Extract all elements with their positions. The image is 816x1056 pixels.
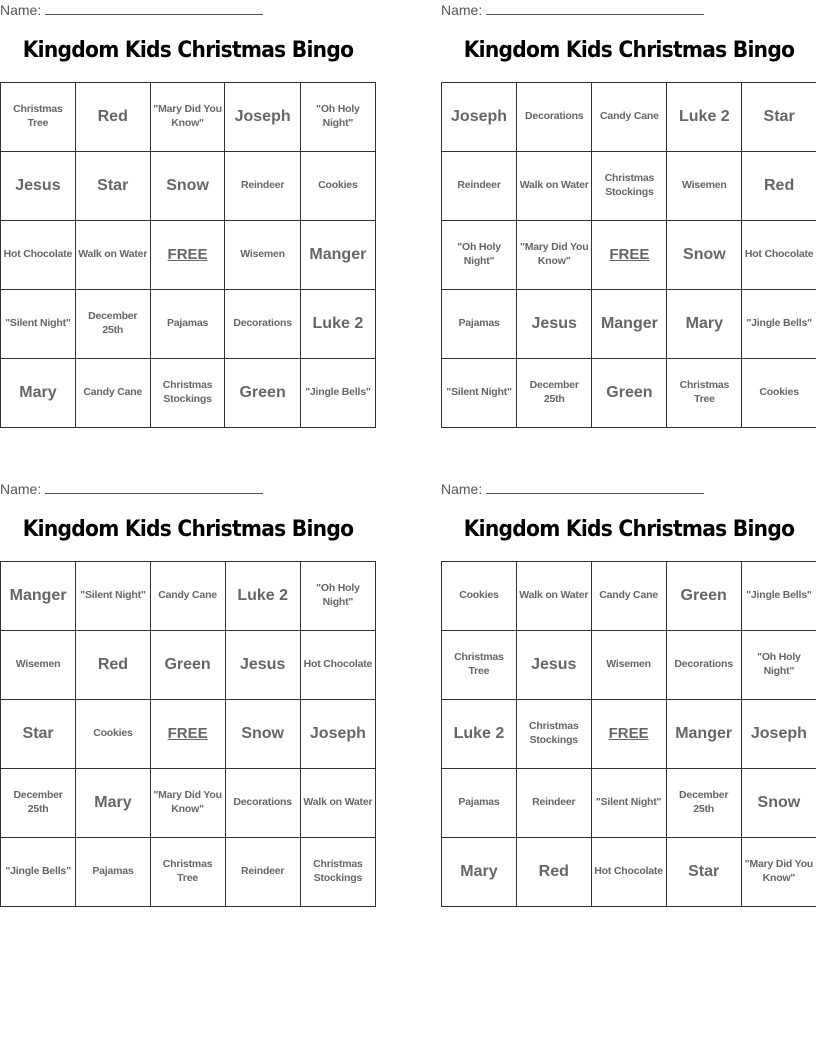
bingo-cell: "Silent Night"	[442, 359, 517, 428]
bingo-cell: Star	[666, 838, 741, 907]
grid-row	[1, 83, 376, 152]
bingo-cell: Snow	[741, 769, 816, 838]
bingo-cell: Pajamas	[150, 290, 225, 359]
free-space: FREE	[592, 221, 667, 290]
bingo-cell: Cookies	[742, 359, 816, 428]
bingo-cell: Cookies	[442, 562, 517, 631]
bingo-cell: Joseph	[741, 700, 816, 769]
bingo-cell: December 25th	[517, 359, 592, 428]
bingo-cell: "Silent Night"	[76, 562, 150, 631]
bingo-cell: Manger	[1, 562, 76, 631]
bingo-cell: Jesus	[516, 631, 591, 700]
bingo-cell: Star	[1, 700, 76, 769]
bingo-cell: Manger	[300, 221, 375, 290]
grid-row	[1, 290, 376, 359]
grid-row	[442, 769, 816, 838]
bingo-cell: Candy Cane	[150, 562, 225, 631]
bingo-cell: Hot Chocolate	[300, 631, 375, 700]
bingo-cell: Wisemen	[591, 631, 666, 700]
bingo-cell: Snow	[150, 152, 225, 221]
card-title: Kingdom Kids Christmas Bingo	[22, 38, 354, 63]
bingo-cell: "Oh Holy Night"	[442, 221, 517, 290]
bingo-cell: Manger	[592, 290, 667, 359]
bingo-cell: Green	[225, 359, 300, 428]
bingo-cell: Walk on Water	[516, 562, 591, 631]
bingo-cell: Luke 2	[300, 290, 375, 359]
bingo-cell: "Jingle Bells"	[742, 290, 816, 359]
bingo-grid	[0, 561, 376, 907]
bingo-cell: Reindeer	[225, 152, 300, 221]
bingo-cell: Wisemen	[667, 152, 742, 221]
bingo-cell: Reindeer	[442, 152, 517, 221]
bingo-grid	[0, 82, 376, 428]
bingo-cell: Candy Cane	[592, 83, 667, 152]
grid-row	[442, 221, 816, 290]
bingo-cell: Pajamas	[76, 838, 150, 907]
bingo-cell: December 25th	[666, 769, 741, 838]
bingo-cell: Pajamas	[442, 290, 517, 359]
bingo-cell: Christmas Stockings	[300, 838, 375, 907]
name-label: Name:	[0, 481, 42, 497]
bingo-cell: Mary	[667, 290, 742, 359]
bingo-cell: "Mary Did You Know"	[150, 83, 225, 152]
bingo-cell: Mary	[442, 838, 517, 907]
bingo-cell: Decorations	[225, 290, 300, 359]
bingo-cell: Candy Cane	[75, 359, 150, 428]
bingo-cell: Candy Cane	[591, 562, 666, 631]
bingo-cell: Wisemen	[1, 631, 76, 700]
bingo-grid	[441, 82, 816, 428]
bingo-cell: Joseph	[442, 83, 517, 152]
bingo-cell: Star	[75, 152, 150, 221]
bingo-cell: "Silent Night"	[591, 769, 666, 838]
bingo-cell: "Jingle Bells"	[1, 838, 76, 907]
bingo-cell: Christmas Stockings	[592, 152, 667, 221]
grid-row	[442, 562, 816, 631]
grid-row	[1, 359, 376, 428]
bingo-cell: Pajamas	[442, 769, 517, 838]
bingo-cell: Green	[666, 562, 741, 631]
bingo-cell: Walk on Water	[300, 769, 375, 838]
grid-row	[1, 152, 376, 221]
bingo-cell: Mary	[1, 359, 76, 428]
name-line	[441, 481, 704, 497]
bingo-cell: "Jingle Bells"	[300, 359, 375, 428]
grid-row	[442, 700, 816, 769]
bingo-cell: Jesus	[1, 152, 76, 221]
bingo-cell: "Oh Holy Night"	[741, 631, 816, 700]
bingo-cell: Christmas Tree	[1, 83, 76, 152]
name-label: Name:	[0, 2, 42, 18]
bingo-cell: Hot Chocolate	[1, 221, 76, 290]
bingo-cell: Green	[592, 359, 667, 428]
grid-row	[1, 769, 376, 838]
bingo-cell: December 25th	[1, 769, 76, 838]
bingo-cell: December 25th	[75, 290, 150, 359]
bingo-cell: Jesus	[225, 631, 300, 700]
bingo-cell: Walk on Water	[75, 221, 150, 290]
bingo-cell: Christmas Tree	[442, 631, 517, 700]
name-field[interactable]	[45, 2, 263, 15]
free-space: FREE	[150, 221, 225, 290]
bingo-cell: Red	[76, 631, 150, 700]
bingo-cell: "Oh Holy Night"	[300, 83, 375, 152]
grid-row	[1, 631, 376, 700]
grid-row	[442, 152, 816, 221]
bingo-cell: Joseph	[300, 700, 375, 769]
bingo-cell: Jesus	[517, 290, 592, 359]
name-label: Name:	[441, 2, 483, 18]
bingo-cell: Red	[516, 838, 591, 907]
grid-row	[442, 290, 816, 359]
grid-row	[442, 631, 816, 700]
bingo-cell: Mary	[76, 769, 150, 838]
bingo-cell: Star	[742, 83, 816, 152]
name-field[interactable]	[486, 2, 704, 15]
bingo-cell: Hot Chocolate	[742, 221, 816, 290]
bingo-cell: Manger	[666, 700, 741, 769]
card-title: Kingdom Kids Christmas Bingo	[463, 38, 795, 63]
bingo-cell: Christmas Tree	[150, 838, 225, 907]
bingo-cell: Luke 2	[667, 83, 742, 152]
name-label: Name:	[441, 481, 483, 497]
grid-row	[1, 562, 376, 631]
bingo-cell: Red	[742, 152, 816, 221]
bingo-cell: Reindeer	[225, 838, 300, 907]
bingo-grid	[441, 561, 816, 907]
bingo-cell: Luke 2	[225, 562, 300, 631]
bingo-cell: Christmas Stockings	[150, 359, 225, 428]
grid-row	[1, 221, 376, 290]
bingo-cell: Decorations	[517, 83, 592, 152]
name-line	[0, 2, 263, 18]
name-line	[441, 2, 704, 18]
bingo-cell: "Silent Night"	[1, 290, 76, 359]
name-field[interactable]	[45, 481, 263, 494]
grid-row	[1, 838, 376, 907]
bingo-cell: Decorations	[225, 769, 300, 838]
bingo-cell: Hot Chocolate	[591, 838, 666, 907]
name-field[interactable]	[486, 481, 704, 494]
bingo-cell: "Mary Did You Know"	[150, 769, 225, 838]
grid-row	[442, 359, 816, 428]
bingo-cell: Snow	[667, 221, 742, 290]
bingo-cell: Red	[75, 83, 150, 152]
free-space: FREE	[150, 700, 225, 769]
bingo-cell: "Jingle Bells"	[741, 562, 816, 631]
bingo-cell: Reindeer	[516, 769, 591, 838]
grid-row	[442, 838, 816, 907]
bingo-cell: "Mary Did You Know"	[517, 221, 592, 290]
bingo-cell: Cookies	[76, 700, 150, 769]
bingo-cell: "Mary Did You Know"	[741, 838, 816, 907]
bingo-cell: Snow	[225, 700, 300, 769]
bingo-cell: Joseph	[225, 83, 300, 152]
bingo-cell: Luke 2	[442, 700, 517, 769]
bingo-cell: Cookies	[300, 152, 375, 221]
grid-row	[442, 83, 816, 152]
bingo-cell: "Oh Holy Night"	[300, 562, 375, 631]
grid-row	[1, 700, 376, 769]
free-space: FREE	[591, 700, 666, 769]
card-title: Kingdom Kids Christmas Bingo	[22, 517, 354, 542]
bingo-cell: Decorations	[666, 631, 741, 700]
bingo-cell: Wisemen	[225, 221, 300, 290]
bingo-cell: Christmas Stockings	[516, 700, 591, 769]
name-line	[0, 481, 263, 497]
bingo-cell: Green	[150, 631, 225, 700]
bingo-cell: Christmas Tree	[667, 359, 742, 428]
bingo-cell: Walk on Water	[517, 152, 592, 221]
card-title: Kingdom Kids Christmas Bingo	[463, 517, 795, 542]
